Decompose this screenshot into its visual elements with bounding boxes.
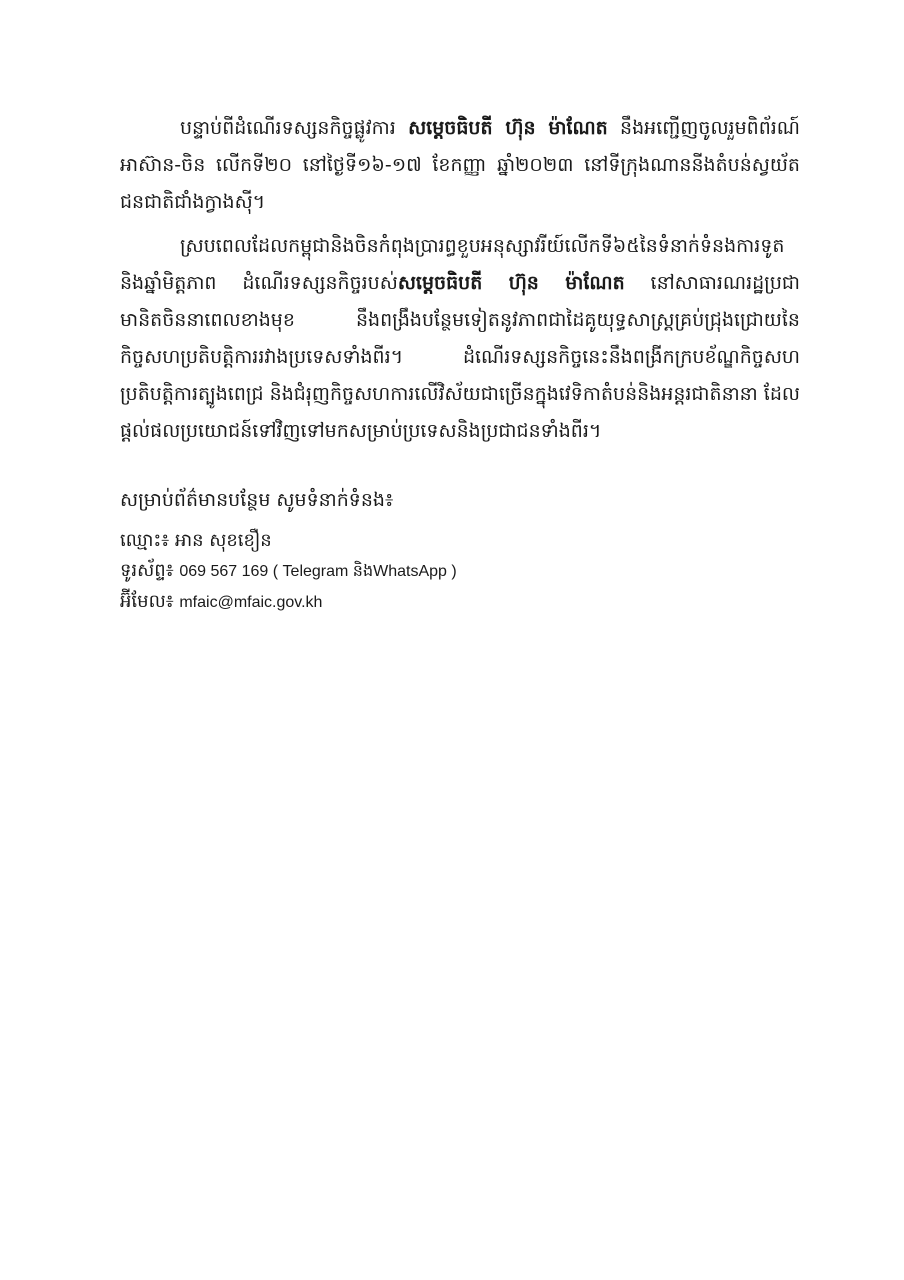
- paragraph-2-start: ស្របពេលដែលកម្ពុជានិងចិនកំពុងប្រារព្ធខួបអនុស្សាវរីយ៍លើកទី៦៥នៃទំនាក់ទំនងការទូត និងឆ្នាំមិត្តភាព ដំណើរទស្សនកិច្ចរបស់: [120, 235, 785, 294]
- paragraph-2-emphasis: សម្តេចធិបតី ហ៊ុន ម៉ាណែត: [397, 272, 625, 294]
- contact-name-value: អាន សុខខឿន: [174, 530, 272, 551]
- contact-phone-value: 069 567 169 ( Telegram និងWhatsApp ): [179, 563, 457, 580]
- contact-email-link[interactable]: mfaic@mfaic.gov.kh: [179, 594, 323, 611]
- contact-phone-label: ទូរស័ព្ទ៖: [120, 560, 180, 581]
- contact-phone-line: [120, 556, 800, 587]
- paragraph-2-end: នៅសាធារណរដ្ឋប្រជាមានិតចិននាពេលខាងមុខ នឹងពង្រឹងបន្ថែមទៀតនូវភាពជាដៃគូយុទ្ធសាស្ត្រគ្រប់ជ្រុងជ្រោយនៃកិច្ចសហប្រតិបត្តិការរវាងប្រទេសទាំងពីរ។ ដំណើរទស្សនកិច្ចនេះនឹងពង្រីកក្របខ័ណ្ឌកិច្ចសហប្រតិបត្តិការត្បូងពេជ្រ និងជំរុញកិច្ចសហការលើវិស័យជាច្រើនក្នុងវេទិកាតំបន់និងអន្តរជាតិនានា ដែលផ្តល់ផលប្រយោជន៍ទៅវិញទៅមកសម្រាប់ប្រទេសនិងប្រជាជនទាំងពីរ។: [120, 272, 800, 442]
- paragraph-1: [120, 110, 800, 221]
- contact-email-line: [120, 587, 800, 618]
- contact-block: [120, 480, 800, 618]
- paragraph-1-end: នឹងអញ្ជើញចូលរួមពិព័រណ៍ អាស៊ាន-ចិន លើកទី២០ នៅថ្ងៃទី១៦-១៧ ខែកញ្ញា ឆ្នាំ២០២៣ នៅទីក្រុងណាននីងតំបន់ស្វយ័តជនជាតិជាំងក្វាងស៊ី។: [120, 117, 800, 213]
- contact-name-label: ឈ្មោះ៖: [120, 530, 175, 551]
- paragraph-2: [120, 228, 800, 450]
- paragraph-1-start: បន្ទាប់ពីដំណើរទស្សនកិច្ចផ្លូវការ: [180, 117, 409, 139]
- paragraph-1-emphasis: សម្តេចធិបតី ហ៊ុន ម៉ាណែត: [408, 117, 608, 139]
- contact-name-line: [120, 526, 800, 556]
- contact-email-label: អ៊ីមែល៖: [120, 591, 180, 612]
- contact-heading: សម្រាប់ព័ត៌មានបន្ថែម សូមទំនាក់ទំនង៖: [120, 489, 394, 511]
